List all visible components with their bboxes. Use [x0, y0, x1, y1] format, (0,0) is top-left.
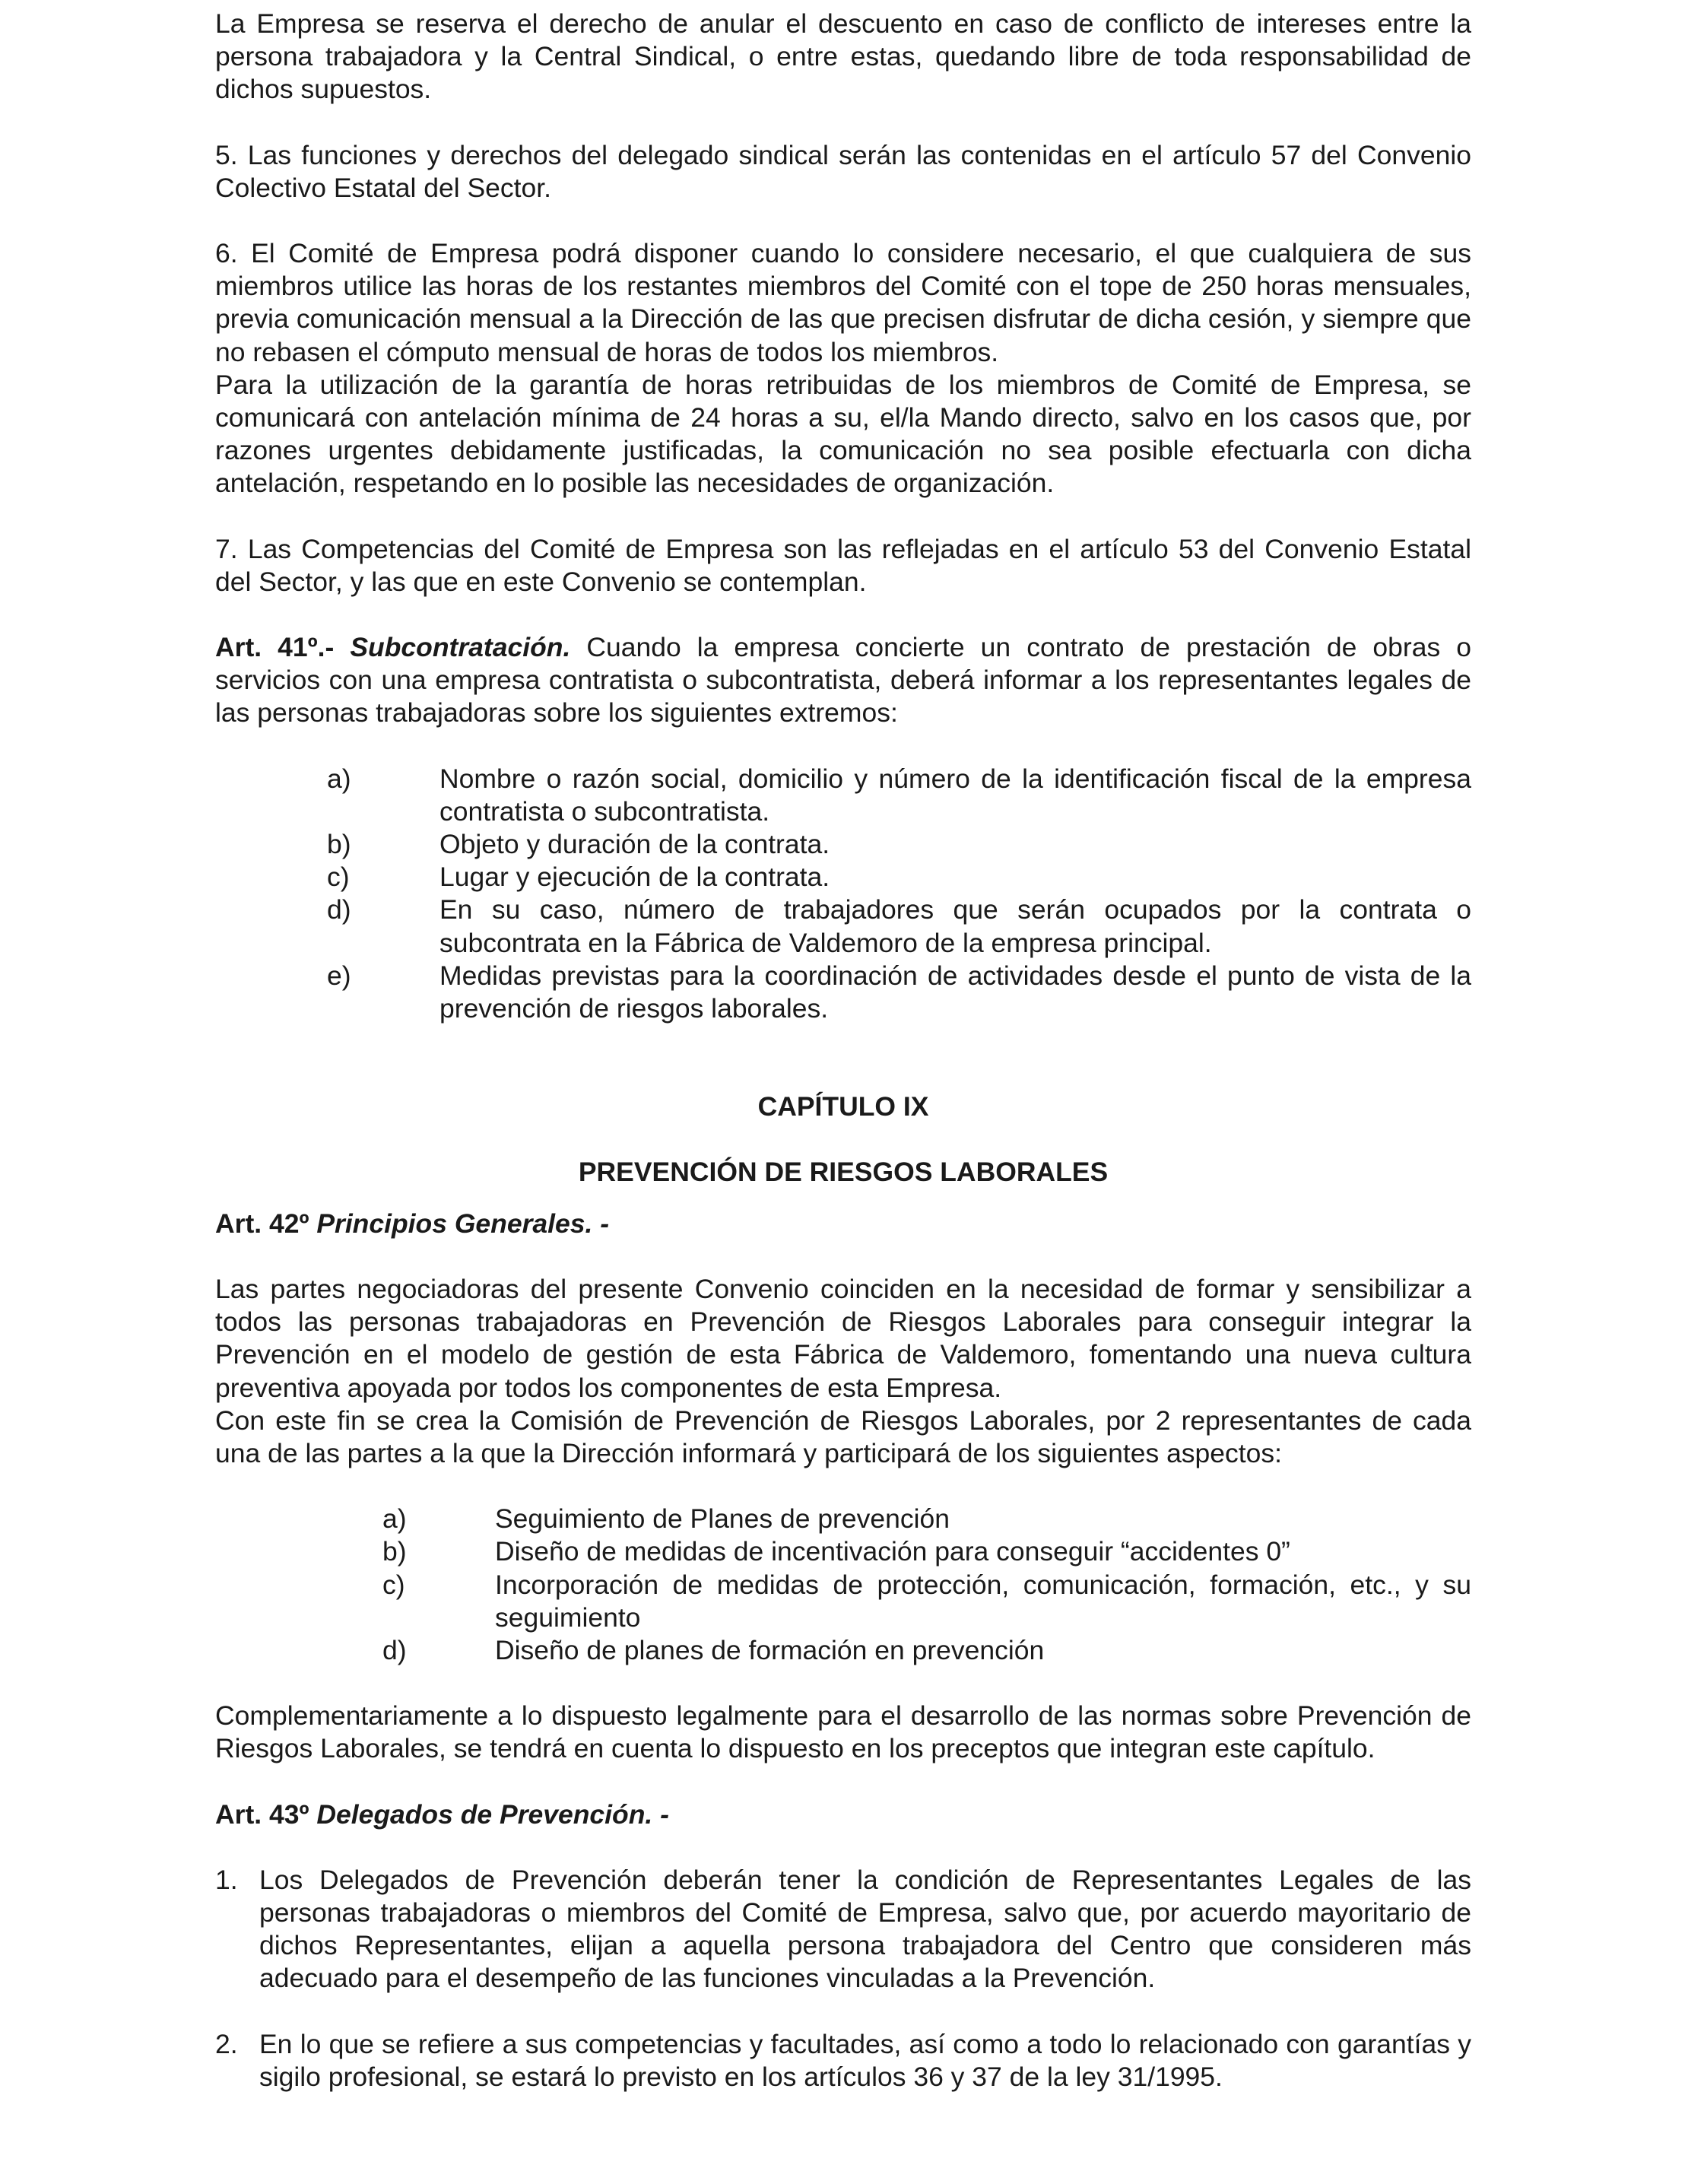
- list-item: d) En su caso, número de trabajadores que serán ocupados por la contrata o subcontrata en la Fábrica de Valdemoro de la empresa principal.: [327, 894, 1471, 958]
- list-item: b) Diseño de medidas de incentivación para conseguir “accidentes 0”: [382, 1536, 1290, 1567]
- article-42-heading: [215, 1208, 1471, 1240]
- article-41-text: Cuando la empresa concierte un contrato de prestación de obras o servicios con una empresa contratista o subcontratista, deberá informar a los representantes legales de las personas trabajadoras sobre los siguientes extremos:: [215, 632, 1471, 729]
- article-41-list: [215, 763, 1471, 1026]
- article-42-paragraph-2: Con este fin se crea la Comisión de Prevención de Riesgos Laborales, por 2 representantes de cada una de las partes a la que la Dirección informará y participará de los siguientes aspectos:: [215, 1405, 1471, 1468]
- list-item: a) Seguimiento de Planes de prevención: [382, 1503, 950, 1535]
- list-item: 1. Los Delegados de Prevención deberán tener la condición de Representantes Legales de las personas trabajadoras o miembros del Comité de Empresa, salvo que, por acuerdo mayoritario de dichos Representantes, elijan a aquella persona trabajadora del Centro que consideren más adecuado para el desempeño de las funciones vinculadas a la Prevención.: [215, 1864, 1471, 1994]
- article-41: [215, 631, 1471, 730]
- article-41-title: Subcontratación.: [350, 632, 571, 663]
- article-42-title: Principios Generales. -: [316, 1208, 610, 1239]
- article-43-title: Delegados de Prevención. -: [316, 1798, 669, 1830]
- list-item: 2. En lo que se refiere a sus competencias y facultades, así como a todo lo relacionado con garantías y sigilo profesional, se estará lo previsto en los artículos 36 y 37 de la ley 31/1995.: [215, 2028, 1471, 2092]
- document-page: [215, 8, 1471, 2094]
- article-43-label: Art. 43º: [215, 1798, 309, 1830]
- list-item: c) Incorporación de medidas de protección, comunicación, formación, etc., y su seguimiento: [382, 1569, 1471, 1633]
- article-41-label: Art. 41º.-: [215, 632, 335, 663]
- paragraph-item-6: 6. El Comité de Empresa podrá disponer cuando lo considere necesario, el que cualquiera de sus miembros utilice las horas de los restantes miembros del Comité con el tope de 250 horas mensuales, previa comunicación mensual a la Dirección de las que precisen disfrutar de dicha cesión, y siempre que no rebasen el cómputo mensual de horas de todos los miembros.: [215, 238, 1471, 367]
- article-42-paragraph-1: Las partes negociadoras del presente Convenio coinciden en la necesidad de formar y sensibilizar a todos las personas trabajadoras en Prevención de Riesgos Laborales para conseguir integrar la Prevención en el modelo de gestión de esta Fábrica de Valdemoro, fomentando una nueva cultura preventiva apoyada por todos los componentes de esta Empresa.: [215, 1273, 1471, 1403]
- paragraph-item-7: 7. Las Competencias del Comité de Empresa son las reflejadas en el artículo 53 del Convenio Estatal del Sector, y las que en este Convenio se contemplan.: [215, 533, 1471, 597]
- list-item: c) Lugar y ejecución de la contrata.: [327, 862, 830, 893]
- list-item: b) Objeto y duración de la contrata.: [327, 829, 830, 860]
- list-item: a) Nombre o razón social, domicilio y número de la identificación fiscal de la empresa contratista o subcontratista.: [327, 763, 1471, 827]
- article-43-list-continued: [215, 2028, 1471, 2094]
- list-item: e) Medidas previstas para la coordinación de actividades desde el punto de vista de la prevención de riesgos laborales.: [327, 960, 1471, 1024]
- article-43-list: [215, 1864, 1471, 1995]
- article-43-heading: [215, 1798, 1471, 1831]
- paragraph-item-5: 5. Las funciones y derechos del delegado sindical serán las contenidas en el artículo 57 del Convenio Colectivo Estatal del Sector.: [215, 139, 1471, 203]
- chapter-title: PREVENCIÓN DE RIESGOS LABORALES: [578, 1157, 1109, 1188]
- list-item: d) Diseño de planes de formación en prevención: [382, 1634, 1045, 1665]
- chapter-number: CAPÍTULO IX: [757, 1091, 929, 1122]
- paragraph-item-6-continued: Para la utilización de la garantía de horas retribuidas de los miembros de Comité de Empresa, se comunicará con antelación mínima de 24 horas a su, el/la Mando directo, salvo en los casos que, por razones urgentes debidamente justificadas, la comunicación no sea posible efectuarla con dicha antelación, respetando en lo posible las necesidades de organización.: [215, 369, 1471, 499]
- paragraph-descuento: La Empresa se reserva el derecho de anular el descuento en caso de conflicto de intereses entre la persona trabajadora y la Central Sindical, o entre estas, quedando libre de toda responsabilidad de dichos supuestos.: [215, 8, 1471, 105]
- article-42-paragraph-3: Complementariamente a lo dispuesto legalmente para el desarrollo de las normas sobre Prevención de Riesgos Laborales, se tendrá en cuenta lo dispuesto en los preceptos que integran este capítulo.: [215, 1700, 1471, 1764]
- article-42-label: Art. 42º: [215, 1208, 309, 1239]
- article-42-list: [215, 1503, 1471, 1667]
